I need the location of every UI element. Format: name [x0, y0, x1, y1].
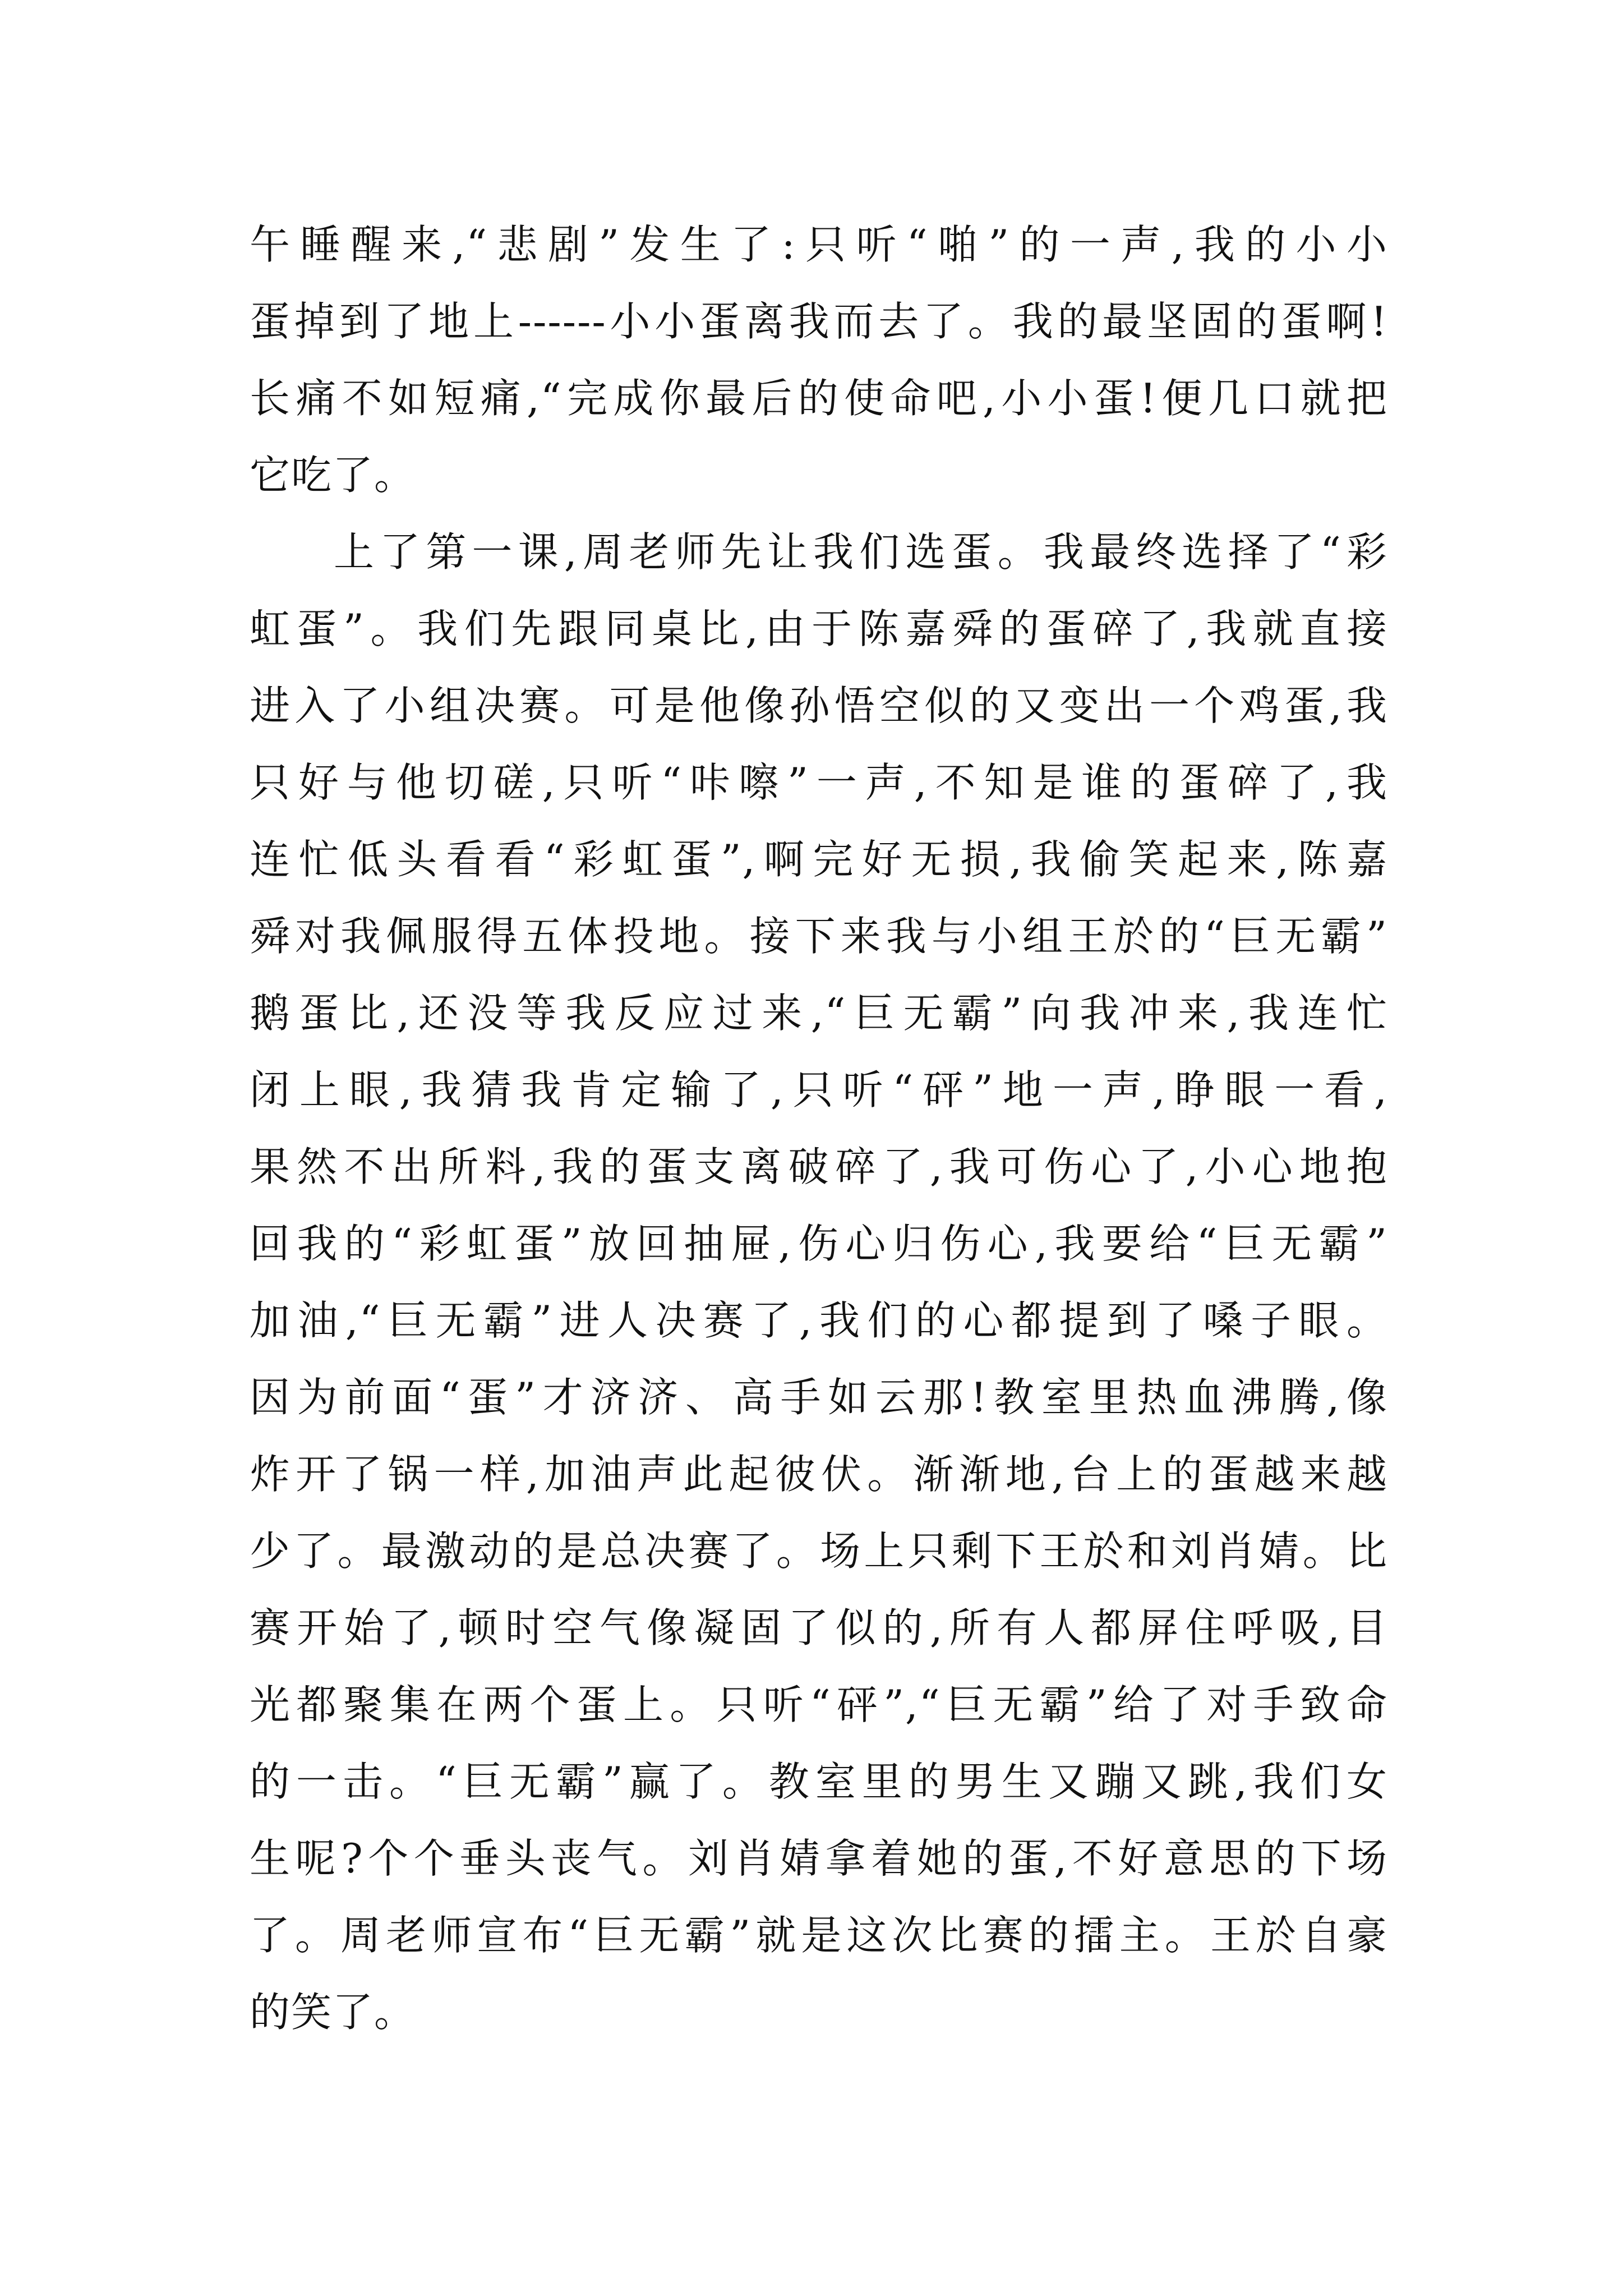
text-line: 进入了小组决赛。可是他像孙悟空似的又变出一个鸡蛋,我: [250, 682, 1388, 729]
text-line: 只好与他切磋,只听“咔嚓”一声,不知是谁的蛋碎了,我: [250, 759, 1388, 806]
text-line: 光都聚集在两个蛋上。只听“砰”,“巨无霸”给了对手致命: [250, 1681, 1388, 1728]
text-line: 连忙低头看看“彩虹蛋”,啊完好无损,我偷笑起来,陈嘉: [250, 836, 1388, 883]
paragraph-1: [250, 206, 1388, 514]
text-line: 少了。最激动的是总决赛了。场上只剩下王於和刘肖婧。比: [250, 1527, 1388, 1575]
paragraph-2: [250, 514, 1388, 2051]
text-line: 蛋掉到了地上------小小蛋离我而去了。我的最坚固的蛋啊!: [250, 298, 1388, 345]
text-line: 舜对我佩服得五体投地。接下来我与小组王於的“巨无霸”: [250, 913, 1388, 960]
text-line: 的一击。“巨无霸”赢了。教室里的男生又蹦又跳,我们女: [250, 1758, 1388, 1805]
text-line: 午睡醒来,“悲剧”发生了:只听“啪”的一声,我的小小: [250, 221, 1388, 268]
text-line: 了。周老师宣布“巨无霸”就是这次比赛的擂主。王於自豪: [250, 1912, 1388, 1959]
text-line: 炸开了锅一样,加油声此起彼伏。渐渐地,台上的蛋越来越: [250, 1451, 1388, 1498]
text-line: 生呢?个个垂头丧气。刘肖婧拿着她的蛋,不好意思的下场: [250, 1835, 1388, 1882]
text-line: 果然不出所料,我的蛋支离破碎了,我可伤心了,小心地抱: [250, 1143, 1388, 1190]
text-line: 鹅蛋比,还没等我反应过来,“巨无霸”向我冲来,我连忙: [250, 990, 1388, 1037]
text-line: 上了第一课,周老师先让我们选蛋。我最终选择了“彩: [334, 528, 1388, 576]
text-line: 回我的“彩虹蛋”放回抽屉,伤心归伤心,我要给“巨无霸”: [250, 1220, 1388, 1267]
text-line: 闭上眼,我猜我肯定输了,只听“砰”地一声,睁眼一看,: [250, 1066, 1388, 1114]
text-line: 它吃了。: [250, 452, 416, 499]
text-line: 赛开始了,顿时空气像凝固了似的,所有人都屏住呼吸,目: [250, 1604, 1388, 1651]
text-line: 长痛不如短痛,“完成你最后的使命吧,小小蛋!便几口就把: [250, 375, 1388, 422]
text-line: 因为前面“蛋”才济济、高手如云那!教室里热血沸腾,像: [250, 1374, 1388, 1421]
text-line: 的笑了。: [250, 1989, 416, 2036]
text-line: 虹蛋”。我们先跟同桌比,由于陈嘉舜的蛋碎了,我就直接: [250, 605, 1388, 652]
text-line: 加油,“巨无霸”进人决赛了,我们的心都提到了嗓子眼。: [250, 1297, 1388, 1344]
